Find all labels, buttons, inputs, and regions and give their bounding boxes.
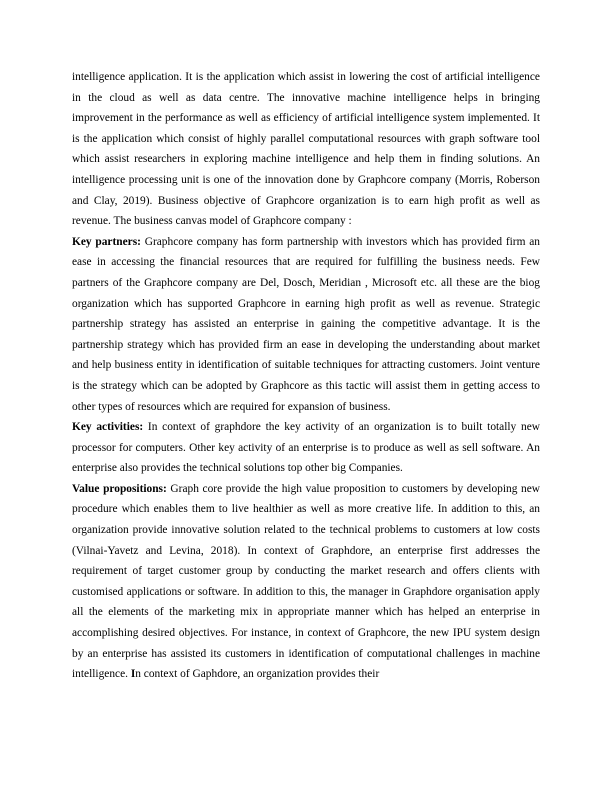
paragraph-text-tail: n context of Gaphdore, an organization provides their [135,668,380,681]
section-heading-value-propositions: Value propositions: [72,482,167,495]
paragraph-key-partners [72,232,540,417]
paragraph-text: Graph core provide the high value proposition to customers by developing new procedure which enables them to live healthier as well as more creative life. In addition to this, an organization provide innovative solution related to the technical problems to customers at low costs (Vilnai-Yavetz and Levina, 2018). In context of Graphdore, an enterprise first addresses the requirement of target customer group by conducting the market research and offers clients with customised applications or software. In addition to this, the manager in Graphdore organisation apply all the elements of the marketing mix in appropriate manner which has helped an enterprise in accomplishing desired objectives. For instance, in context of Graphcore, the new IPU system design by an enterprise has assisted its customers in identification of computational challenges in machine intelligence. [72,482,540,681]
section-heading-key-activities: Key activities: [72,421,144,434]
paragraph-key-activities [72,417,540,479]
paragraph-text: In context of graphdore the key activity of an organization is to built totally new processor for computers. Other key activity of an enterprise is to produce as well as sell software. An enterprise also provides the technical solutions top other big Companies. [72,421,540,475]
section-heading-key-partners: Key partners: [72,235,141,248]
paragraph-text: Graphcore company has form partnership with investors which has provided firm an ease in accessing the financial resources that are required for fulfilling the business needs. Few partners of the Graphcore company are Del, Dosch, Meridian , Microsoft etc. all these are the biog organization which has supported Graphcore in earning high profit as well as revenue. Strategic partnership strategy has assisted an enterprise in gaining the competitive advantage. It is the partnership strategy which has provided firm an ease in developing the understanding about market and help business entity in identification of suitable techniques for attracting customers. Joint venture is the strategy which can be adopted by Graphcore as this tactic will assist them in getting access to other types of resources which are required for expansion of business. [72,235,540,413]
paragraph-text: intelligence application. It is the application which assist in lowering the cost of artificial intelligence in the cloud as well as data centre. The innovative machine intelligence helps in bringing improvement in the performance as well as efficiency of artificial intelligence system implemented. It is the application which consist of highly parallel computational resources with graph software tool which assist researchers in exploring machine intelligence and help them in finding solutions. An intelligence processing unit is one of the innovation done by Graphcore company (Morris, Roberson and Clay, 2019). Business objective of Graphcore organization is to earn high profit as well as revenue. The business canvas model of Graphcore company : [72,71,540,228]
body-text [72,67,540,685]
paragraph-intro [72,67,540,232]
bold-initial: I [130,668,136,681]
paragraph-value-propositions [72,479,540,685]
